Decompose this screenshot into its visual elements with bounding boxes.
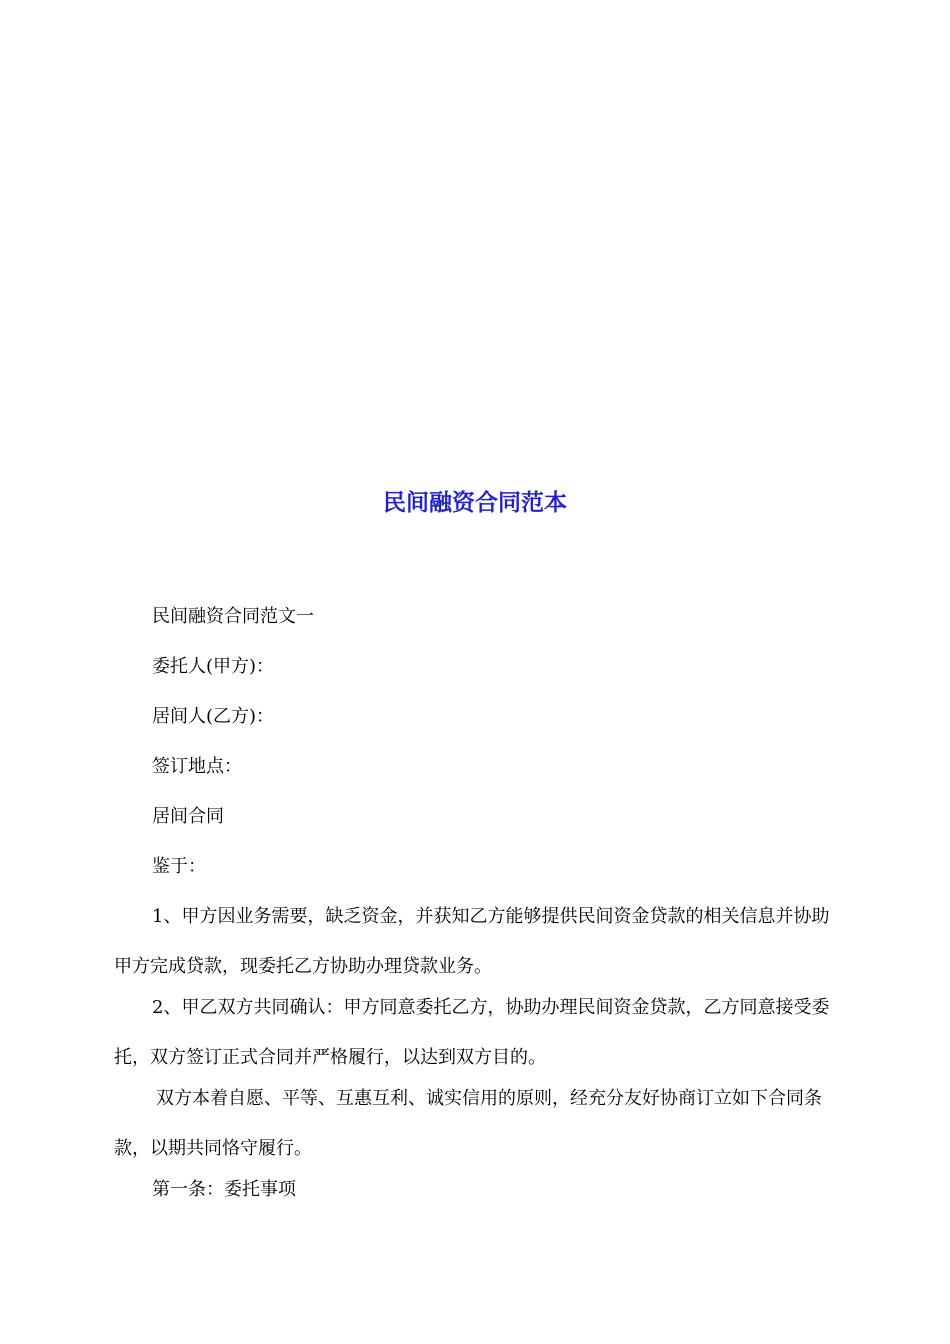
paragraph-intro: 民间融资合同范文一 — [152, 606, 314, 627]
paragraph-principles: 双方本着自愿、平等、互惠互利、诚实信用的原则，经充分友好协商订立如下合同条款，以期共同恪守履行。 — [114, 1088, 822, 1159]
document-title: 民间融资合同范本 — [383, 490, 567, 516]
paragraph-party-a: 委托人(甲方)： — [152, 656, 275, 677]
paragraph-clause-2: 2、甲乙双方共同确认：甲方同意委托乙方，协助办理民间资金贷款，乙方同意接受委托，双方签订正式合同并严格履行，以达到双方目的。 — [114, 997, 830, 1068]
paragraph-party-b: 居间人(乙方)： — [152, 706, 275, 727]
paragraph-clause-1: 1、甲方因业务需要，缺乏资金，并获知乙方能够提供民间资金贷款的相关信息并协助甲方完成贷款，现委托乙方协助办理贷款业务。 — [114, 906, 830, 977]
document-body — [114, 601, 836, 1215]
paragraph-signing-place: 签订地点： — [152, 756, 242, 777]
paragraph-contract-type: 居间合同 — [152, 806, 224, 827]
paragraph-whereas: 鉴于： — [152, 856, 206, 877]
paragraph-article-1: 第一条：委托事项 — [152, 1179, 296, 1200]
